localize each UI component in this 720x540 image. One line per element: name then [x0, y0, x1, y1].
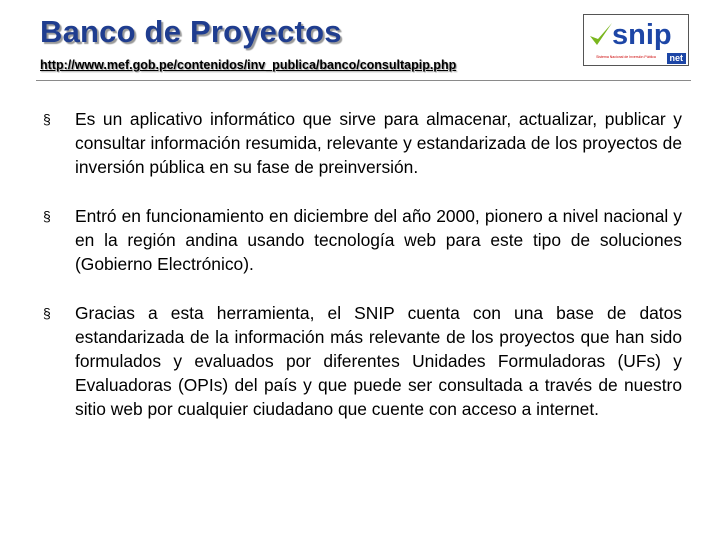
list-item-text: Entró en funcionamiento en diciembre del año 2000, pionero a nivel nacional y en la región andina usando tecnología web para este tipo de soluciones (Gobierno Electrónico). [75, 206, 682, 274]
list-item [40, 301, 682, 421]
bullet-icon: § [43, 208, 51, 224]
bullet-icon: § [43, 305, 51, 321]
page-title: Banco de Proyectos [40, 14, 342, 49]
list-item [40, 204, 682, 276]
list-item-text: Es un aplicativo informático que sirve para almacenar, actualizar, publicar y consultar información resumida, relevante y estandarizada de los proyectos de inversión pública en su fase de preinversión. [75, 109, 682, 177]
logo-tagline: Sistema Nacional de Inversión Pública [596, 55, 656, 59]
checkmark-icon [587, 19, 615, 53]
source-url-link[interactable]: http://www.mef.gob.pe/contenidos/inv_publica/banco/consultapip.php [40, 58, 457, 72]
bullet-list [40, 107, 682, 446]
logo-net-badge: net [667, 53, 687, 64]
header-divider [36, 80, 691, 81]
snip-logo [583, 14, 689, 66]
list-item [40, 107, 682, 179]
logo-wordmark: snip [612, 19, 672, 51]
list-item-text: Gracias a esta herramienta, el SNIP cuenta con una base de datos estandarizada de la información más relevante de los proyectos que han sido formulados y evaluados por diferentes Unidades Formuladoras (UFs) y Evaluadoras (OPIs) del país y que puede ser consultada a través de nuestro sitio web por cualquier ciudadano que cuente con acceso a internet. [75, 303, 682, 419]
bullet-icon: § [43, 111, 51, 127]
